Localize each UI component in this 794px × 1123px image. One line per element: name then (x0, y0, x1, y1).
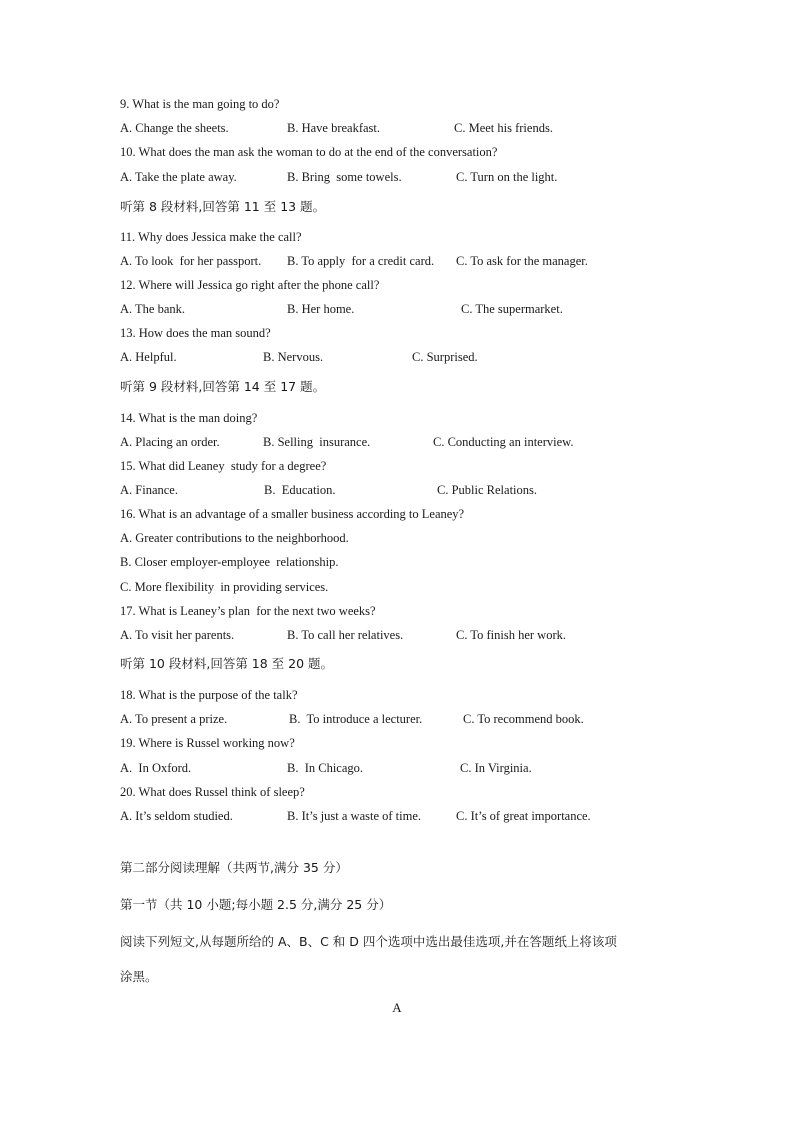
question-12-option-a: A. The bank. (120, 302, 186, 316)
question-19-option-a: A. In Oxford. (120, 761, 192, 775)
question-11-option-a: A. To look for her passport. (120, 254, 262, 268)
reading-instruction-line-2: 涂黑。 (120, 969, 158, 984)
question-20-option-b: B. It’s just a waste of time. (287, 809, 422, 823)
question-9-option-a: A. Change the sheets. (120, 121, 229, 135)
question-18-option-a: A. To present a prize. (120, 712, 228, 726)
question-13-stem: 13. How does the man sound? (120, 326, 271, 340)
question-18-option-b: B. To introduce a lecturer. (289, 712, 423, 726)
question-20-option-a: A. It’s seldom studied. (120, 809, 233, 823)
question-10-option-a: A. Take the plate away. (120, 170, 237, 184)
section-10-instruction: 听第 10 段材料,回答第 18 至 20 题。 (120, 656, 334, 671)
question-11-option-b: B. To apply for a credit card. (287, 254, 435, 268)
question-12-option-b: B. Her home. (287, 302, 355, 316)
question-11-stem: 11. Why does Jessica make the call? (120, 230, 302, 244)
question-16-option-c: C. More flexibility in providing services. (120, 580, 329, 594)
question-14-stem: 14. What is the man doing? (120, 411, 258, 425)
question-13-option-c: C. Surprised. (412, 350, 478, 364)
question-14-option-b: B. Selling insurance. (263, 435, 371, 449)
question-14-option-a: A. Placing an order. (120, 435, 220, 449)
question-13-option-a: A. Helpful. (120, 350, 177, 364)
section-9-instruction: 听第 9 段材料,回答第 14 至 17 题。 (120, 379, 326, 394)
section-8-instruction: 听第 8 段材料,回答第 11 至 13 题。 (120, 199, 326, 214)
question-16-option-a: A. Greater contributions to the neighborhood. (120, 531, 349, 545)
reading-instruction-line-1: 阅读下列短文,从每题所给的 A、B、C 和 D 四个选项中选出最佳选项,并在答题纸上将该项 (120, 934, 617, 949)
question-19-option-b: B. In Chicago. (287, 761, 364, 775)
section-one-title: 第一节（共 10 小题;每小题 2.5 分,满分 25 分） (120, 897, 392, 912)
question-12-option-c: C. The supermarket. (461, 302, 563, 316)
question-16-option-b: B. Closer employer-employee relationship. (120, 555, 339, 569)
question-17-option-c: C. To finish her work. (456, 628, 566, 642)
question-11-option-c: C. To ask for the manager. (456, 254, 588, 268)
question-20-stem: 20. What does Russel think of sleep? (120, 785, 305, 799)
question-14-option-c: C. Conducting an interview. (433, 435, 574, 449)
question-17-option-b: B. To call her relatives. (287, 628, 404, 642)
question-19-option-c: C. In Virginia. (460, 761, 532, 775)
question-9-option-b: B. Have breakfast. (287, 121, 381, 135)
passage-label: A (392, 1000, 402, 1015)
question-10-stem: 10. What does the man ask the woman to do at the end of the conversation? (120, 145, 498, 159)
question-17-option-a: A. To visit her parents. (120, 628, 235, 642)
question-10-option-b: B. Bring some towels. (287, 170, 402, 184)
question-17-stem: 17. What is Leaney’s plan for the next two weeks? (120, 604, 376, 618)
question-9-stem: 9. What is the man going to do? (120, 97, 280, 111)
question-18-stem: 18. What is the purpose of the talk? (120, 688, 298, 702)
question-19-stem: 19. Where is Russel working now? (120, 736, 295, 750)
question-10-option-c: C. Turn on the light. (456, 170, 558, 184)
question-15-option-c: C. Public Relations. (437, 483, 537, 497)
question-18-option-c: C. To recommend book. (463, 712, 584, 726)
question-13-option-b: B. Nervous. (263, 350, 324, 364)
part-two-title: 第二部分阅读理解（共两节,满分 35 分） (120, 860, 348, 875)
question-15-stem: 15. What did Leaney study for a degree? (120, 459, 327, 473)
question-12-stem: 12. Where will Jessica go right after the phone call? (120, 278, 380, 292)
question-9-option-c: C. Meet his friends. (454, 121, 553, 135)
question-20-option-c: C. It’s of great importance. (456, 809, 591, 823)
question-16-stem: 16. What is an advantage of a smaller business according to Leaney? (120, 507, 465, 521)
question-15-option-b: B. Education. (264, 483, 336, 497)
question-15-option-a: A. Finance. (120, 483, 178, 497)
